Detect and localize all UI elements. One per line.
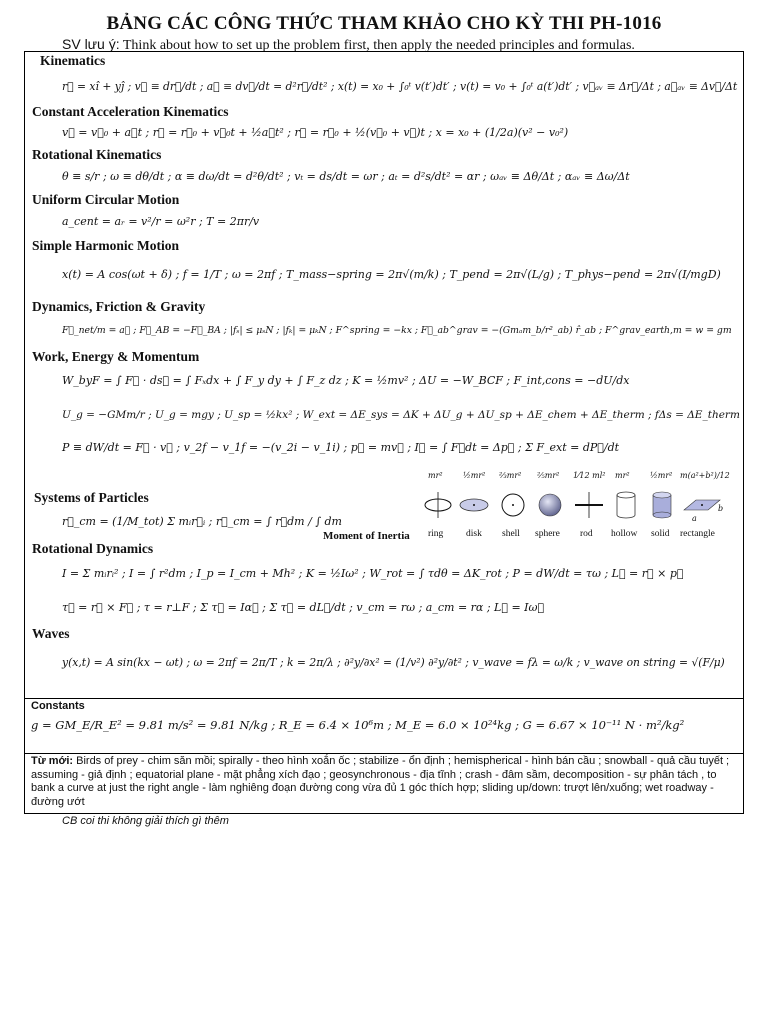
moi-name-disk: disk bbox=[466, 529, 482, 539]
moi-name-ring: ring bbox=[428, 529, 444, 539]
vocab-text: Birds of prey - chim săn mồi; spirally - theo hình xoắn ốc ; stabilize - ổn định ; hemispherical - hình bán cầu ; snowball - quả cầu tuyết ; assuming - giả định ; equatorial plane - mặt phẳng xích đạo ; geosynchronous - địa tĩnh ; crash - đâm sầm, decomposition - sự phân tách , to bank a curve at just the right angle - làm nghiêng đoạn đường cong vừa đủ 1 góc thích hợp; sliding up/down: trượt lên/xuống; wet roadway - đường ướt bbox=[31, 755, 730, 808]
moi-name-rod: rod bbox=[580, 529, 593, 539]
constants-divider bbox=[24, 698, 744, 699]
rectangle-side-a-label: a bbox=[692, 514, 697, 523]
note-lead: SV lưu ý: bbox=[62, 36, 120, 52]
equation-work-energy-2: U_g = −GMm/r ; U_g = mgy ; U_sp = ½kx² ; W_ext = ΔE_sys = ΔK + ΔU_g + ΔU_sp + ΔE_chem + ΔE_therm ; fΔs = ΔE_therm bbox=[62, 409, 740, 421]
formula-box bbox=[24, 51, 744, 814]
ring-shape-icon bbox=[421, 490, 455, 520]
section-heading-dynamics: Dynamics, Friction & Gravity bbox=[32, 299, 206, 314]
moi-name-solid: solid bbox=[651, 529, 670, 539]
section-heading-waves: Waves bbox=[32, 626, 70, 641]
equation-work-energy-1: W_byF = ∫ F⃗ · ds⃗ = ∫ Fₓdx + ∫ F_y dy + ∫ F_z dz ; K = ½mv² ; ΔU = −W_BCF ; F_int,cons = −dU/dx bbox=[62, 374, 630, 387]
footer-note: CB coi thi không giải thích gì thêm bbox=[62, 815, 229, 827]
disk-shape-icon bbox=[457, 490, 491, 520]
moi-formula-rectangle: m(a²+b²)/12 bbox=[680, 471, 730, 480]
moi-name-hollow: hollow bbox=[611, 529, 638, 539]
equation-waves: y(x,t) = A sin(kx − ωt) ; ω = 2πf = 2π/T ; k = 2π/λ ; ∂²y/∂x² = (1/v²) ∂²y/∂t² ; v_wave = fλ = ω/k ; v_wave on string = √(F/μ) bbox=[62, 656, 725, 669]
note-text: Think about how to set up the problem first, then apply the needed principles and formulas. bbox=[119, 38, 635, 53]
moment-of-inertia-label: Moment of Inertia bbox=[323, 530, 410, 542]
constants-heading: Constants bbox=[31, 700, 85, 712]
equation-constant-acceleration: v⃗ = v⃗₀ + a⃗t ; r⃗ = r⃗₀ + v⃗₀t + ½a⃗t² ; r⃗ = r⃗₀ + ½(v⃗₀ + v⃗)t ; x = x₀ + (1/2a)(v² − v₀²) bbox=[62, 126, 569, 139]
solid-cylinder-shape-icon bbox=[645, 490, 679, 520]
moi-name-rectangle: rectangle bbox=[680, 529, 715, 539]
section-heading-systems-of-particles: Systems of Particles bbox=[34, 490, 149, 505]
moi-formula-shell: ⅔mr² bbox=[499, 471, 522, 480]
moi-formula-sphere: ⅖mr² bbox=[537, 471, 560, 480]
equation-kinematics: r⃗ = xî + yĵ ; v⃗ ≡ dr⃗/dt ; a⃗ ≡ dv⃗/dt = d²r⃗/dt² ; x(t) = x₀ + ∫₀ᵗ v(t′)dt′ ; v(t) = v₀ + ∫₀ᵗ a(t′)dt′ ; v⃗ₐᵥ ≡ Δr⃗/Δt ; a⃗ₐᵥ ≡ Δv⃗/Δt bbox=[62, 80, 738, 93]
shell-shape-icon bbox=[496, 490, 530, 520]
section-heading-shm: Simple Harmonic Motion bbox=[32, 238, 179, 253]
equation-rotational-dynamics-2: τ⃗ = r⃗ × F⃗ ; τ = r⊥F ; Σ τ⃗ = Iα⃗ ; Σ τ⃗ = dL⃗/dt ; v_cm = rω ; a_cm = rα ; L⃗ = Iω⃗ bbox=[62, 601, 545, 614]
section-heading-constant-acceleration: Constant Acceleration Kinematics bbox=[32, 104, 229, 119]
sphere-shape-icon bbox=[533, 490, 567, 520]
vocab-lead: Từ mới: bbox=[31, 755, 74, 767]
section-heading-work-energy: Work, Energy & Momentum bbox=[32, 349, 200, 364]
section-heading-rotational-dynamics: Rotational Dynamics bbox=[32, 541, 154, 556]
equation-systems-of-particles: r⃗_cm = (1/M_tot) Σ mᵢr⃗ᵢ ; r⃗_cm = ∫ r⃗dm / ∫ dm bbox=[62, 515, 342, 528]
moi-name-shell: shell bbox=[502, 529, 520, 539]
equation-dynamics: F⃗_net/m = a⃗ ; F⃗_AB = −F⃗_BA ; |fₛ| ≤ μₛN ; |fₖ| = μₖN ; F^spring = −kx ; F⃗_ab^grav = −(Gmₐm_b/r²_ab) r̂_ab ; F^grav_earth,m = w = gm bbox=[62, 325, 732, 336]
page-title: BẢNG CÁC CÔNG THỨC THAM KHẢO CHO KỲ THI PH-1016 bbox=[106, 13, 662, 34]
section-heading-rotational-kinematics: Rotational Kinematics bbox=[32, 147, 162, 162]
rod-shape-icon bbox=[572, 490, 606, 520]
moi-formula-rod: 1⁄12 ml² bbox=[573, 471, 606, 480]
constants-line: g = GM_E/R_E² = 9.81 m/s² = 9.81 N/kg ; R_E = 6.4 × 10⁶m ; M_E = 6.0 × 10²⁴kg ; G = 6.67 × 10⁻¹¹ N · m²/kg² bbox=[31, 718, 685, 732]
section-heading-kinematics: Kinematics bbox=[40, 53, 106, 68]
moi-name-sphere: sphere bbox=[535, 529, 560, 539]
vocabulary-block bbox=[31, 755, 736, 809]
moi-formula-solid: ½mr² bbox=[650, 471, 673, 480]
equation-shm: x(t) = A cos(ωt + δ) ; f = 1/T ; ω = 2πf ; T_mass−spring = 2π√(m/k) ; T_pend = 2π√(L/g) ; T_phys−pend = 2π√(I/mgD) bbox=[62, 268, 721, 281]
moi-formula-hollow: mr² bbox=[615, 471, 630, 480]
section-heading-uniform-circular: Uniform Circular Motion bbox=[32, 192, 180, 207]
rectangle-side-b-label: b bbox=[718, 504, 724, 513]
equation-uniform-circular: a_cent = aᵣ = v²/r = ω²r ; T = 2πr/v bbox=[62, 215, 260, 228]
hollow-cylinder-shape-icon bbox=[609, 490, 643, 520]
moi-formula-disk: ½mr² bbox=[463, 471, 486, 480]
equation-work-energy-3: P ≡ dW/dt = F⃗ · v⃗ ; v_2f − v_1f = −(v_2i − v_1i) ; p⃗ = mv⃗ ; I⃗ = ∫ F⃗dt = Δp⃗ ; Σ F_ext = dP⃗/dt bbox=[62, 441, 620, 454]
moi-formula-ring: mr² bbox=[428, 471, 443, 480]
equation-rotational-dynamics-1: I = Σ mᵢrᵢ² ; I = ∫ r²dm ; I_p = I_cm + Mh² ; K = ½Iω² ; W_rot = ∫ τdθ = ΔK_rot ; P = dW/dt = τω ; L⃗ = r⃗ × p⃗ bbox=[62, 567, 684, 580]
vocab-divider bbox=[24, 753, 744, 754]
equation-rotational-kinematics: θ ≡ s/r ; ω ≡ dθ/dt ; α ≡ dω/dt = d²θ/dt² ; vₜ = ds/dt = ωr ; aₜ = d²s/dt² = αr ; ωₐᵥ ≡ Δθ/Δt ; αₐᵥ ≡ Δω/Δt bbox=[62, 170, 630, 183]
